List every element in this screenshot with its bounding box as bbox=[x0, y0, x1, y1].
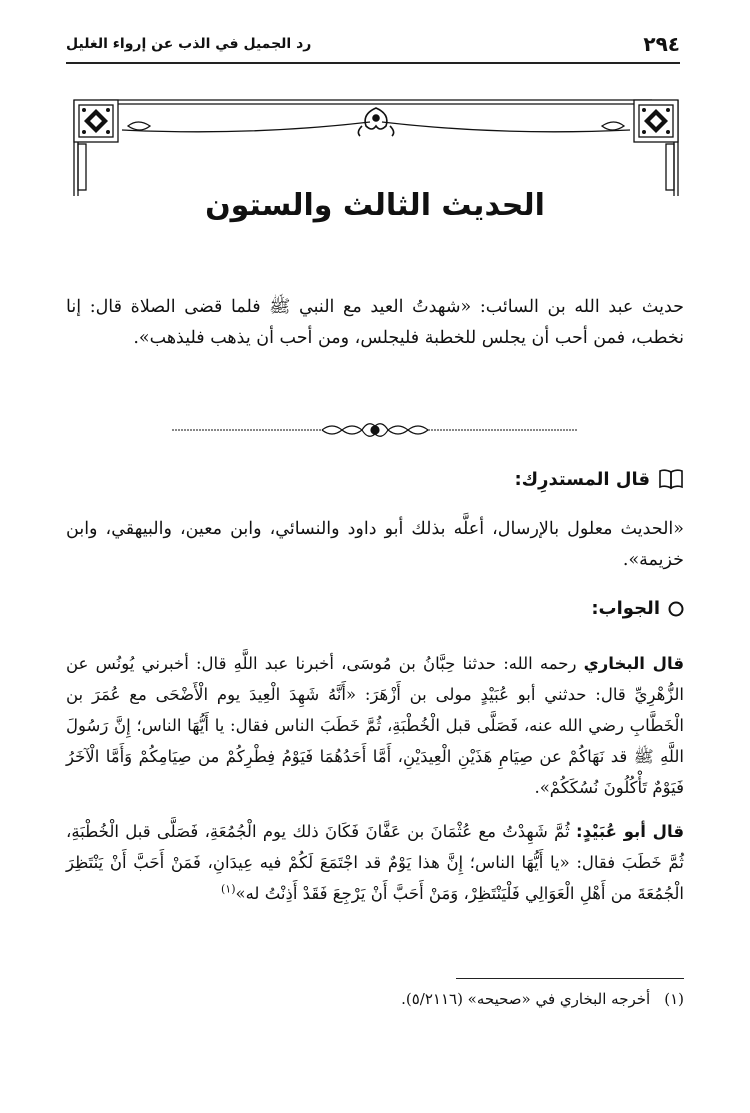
mustadrak-label-row bbox=[514, 468, 684, 490]
mustadrak-text: «الحديث معلول بالإرسال، أعلَّه بذلك أبو داود والنسائي، وابن معين، والبيهقي، وابن خزيمة». bbox=[66, 519, 684, 570]
footnote-marker: (١) bbox=[220, 882, 236, 896]
footnote-text: أخرجه البخاري في «صحيحه» (٥/٢١١٦). bbox=[401, 990, 651, 1008]
abu-ubaid-paragraph bbox=[66, 816, 684, 909]
answer-label: الجواب: bbox=[591, 598, 660, 619]
ornamental-divider-icon bbox=[172, 418, 578, 442]
abu-ubaid-lead: قال أبو عُبَيْدٍ: bbox=[576, 822, 684, 841]
bukhari-text: رحمه الله: حدثنا حِبَّانُ بن مُوسَى، أخبرنا عبد اللَّهِ قال: أخبرني يُونُس عن الزُّهْرِيِّ قال: حدثني أبو عُبَيْدٍ مولى بن أَزْهَرَ: «أَنَّهُ شَهِدَ الْعِيدَ يوم الْأَضْحَى مع عُمَرَ بن الْخَطَّابِ رضي الله عنه، فَصَلَّى قبل الْخُطْبَةِ، ثُمَّ خَطَبَ الناس فقال: يا أَيُّهَا الناس؛ إِنَّ رَسُولَ اللَّهِ ﷺ قد نَهَاكُمْ عن صِيَامِ هَذَيْنِ الْعِيدَيْنِ، أَمَّا أَحَدُهُمَا فَيَوْمُ فِطْرِكُمْ من صِيَامِكُمْ وَأَمَّا الْآخَرُ فَيَوْمٌ تَأْكُلُونَ نُسُكَكُمْ». bbox=[66, 654, 684, 797]
bukhari-lead: قال البخاري bbox=[583, 654, 684, 673]
running-title: رد الجميل في الذب عن إرواء الغليل bbox=[66, 36, 312, 52]
running-header bbox=[66, 26, 680, 64]
footnote-divider bbox=[456, 978, 684, 979]
open-book-icon bbox=[658, 468, 684, 490]
hadith-text: حديث عبد الله بن السائب: «شهدتُ العيد مع النبي ﷺ فلما قضى الصلاة قال: إنا نخطب، فمن أحب أن يجلس للخطبة فليجلس، ومن أحب أن يذهب فليذهب». bbox=[66, 297, 684, 348]
hadith-heading: الحديث الثالث والستون bbox=[205, 188, 545, 223]
abu-ubaid-text: ثُمَّ شَهِدْتُ مع عُثْمَانَ بن عَفَّانَ فَكَانَ ذلك يوم الْجُمُعَةِ، فَصَلَّى قبل الْخُطْبَةِ، ثُمَّ خَطَبَ فقال: «يا أَيُّهَا الناس؛ إِنَّ هذا يَوْمٌ قد اجْتَمَعَ لَكُمْ فيه عِيدَانِ، فَمَنْ أَحَبَّ أَنْ يَنْتَظِرَ الْجُمُعَةَ من أَهْلِ الْعَوَالِي فَلْيَنْتَظِرْ، وَمَنْ أَحَبَّ أَنْ يَرْجِعَ فَقَدْ أَذِنْتُ له» bbox=[66, 822, 684, 903]
answer-label-row bbox=[591, 598, 684, 619]
footnote-number: (١) bbox=[664, 990, 684, 1008]
circle-bullet-icon bbox=[668, 601, 684, 617]
ornamental-frame-icon bbox=[70, 96, 682, 200]
footnote bbox=[401, 990, 684, 1008]
bukhari-paragraph bbox=[66, 648, 684, 803]
page-number: ٢٩٤ bbox=[643, 32, 680, 56]
mustadrak-label: قال المستدرِك: bbox=[514, 468, 650, 490]
